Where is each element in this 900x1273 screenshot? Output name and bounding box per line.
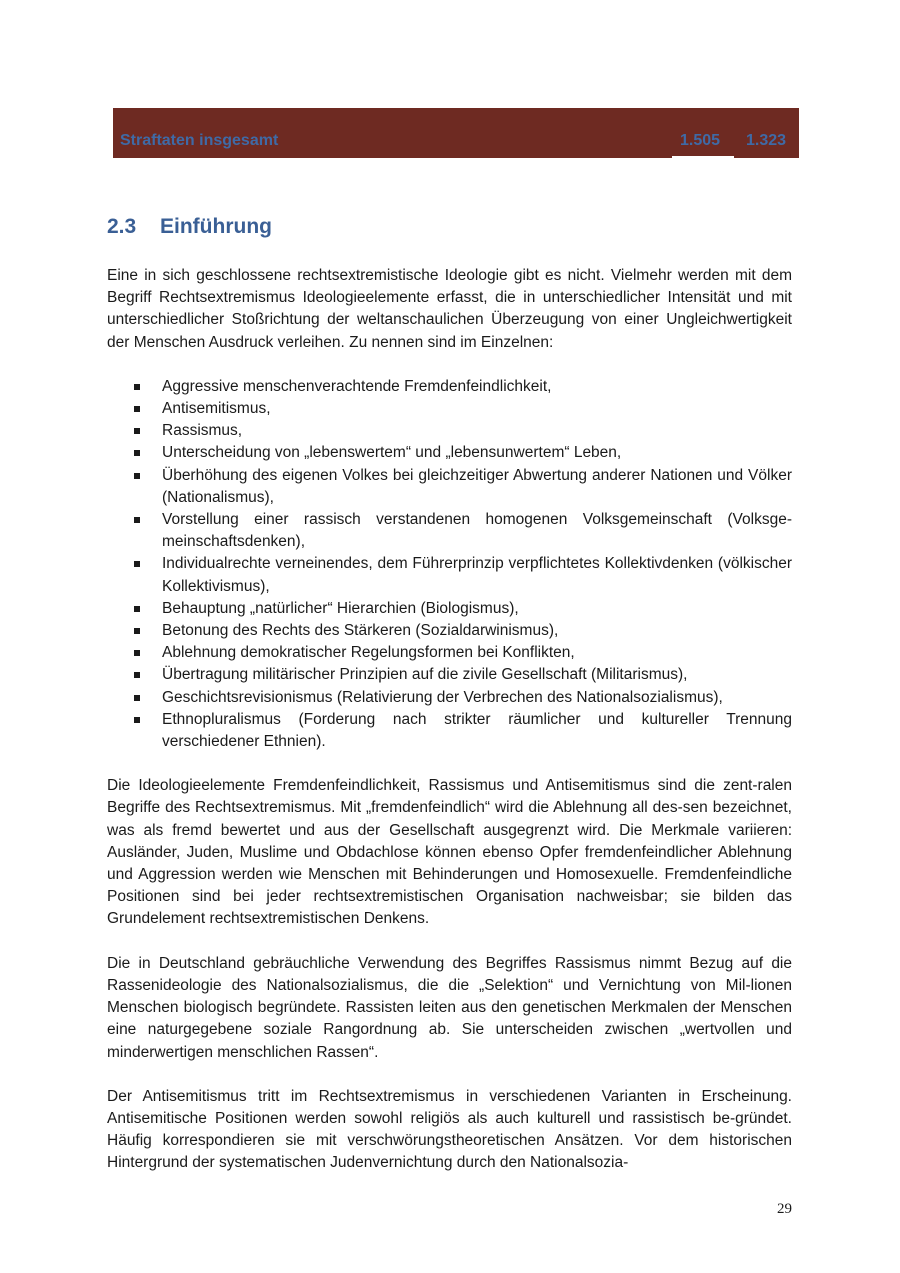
square-bullet-icon xyxy=(134,384,140,390)
list-item: Geschichtsrevisionismus (Relativierung der Verbrechen des Nationalsozialismus), xyxy=(107,687,792,709)
page-number: 29 xyxy=(777,1201,792,1217)
square-bullet-icon xyxy=(134,628,140,634)
list-item: Rassismus, xyxy=(107,420,792,442)
list-item: Übertragung militärischer Prinzipien auf die zivile Gesellschaft (Militarismus), xyxy=(107,664,792,686)
list-item: Aggressive menschenverachtende Fremdenfeindlichkeit, xyxy=(107,376,792,398)
paragraph-rassismus: Die in Deutschland gebräuchliche Verwendung des Begriffes Rassismus nimmt Bezug auf die Rassenideologie des Nationalsozialismus, die die „Selektion“ und Vernichtung von Mil-lionen Menschen biologisch begründete. Rassisten leiten aus den genetischen Merkmalen der Menschen eine naturgegebene soziale Rangordnung ab. Sie unterscheiden zwischen „wertvollen und minderwertigen menschlichen Rassen“. xyxy=(107,954,792,1061)
square-bullet-icon xyxy=(134,606,140,612)
square-bullet-icon xyxy=(134,561,140,567)
body-text xyxy=(107,265,792,1197)
square-bullet-icon xyxy=(134,695,140,701)
section-title: Einführung xyxy=(160,215,272,238)
summary-value-1: 1.505 xyxy=(680,132,721,149)
square-bullet-icon xyxy=(134,450,140,456)
list-item: Antisemitismus, xyxy=(107,398,792,420)
list-item: Unterscheidung von „lebenswertem“ und „lebensunwertem“ Leben, xyxy=(107,442,792,464)
ideology-elements-list xyxy=(107,376,792,753)
paragraph-antisemitismus: Der Antisemitismus tritt im Rechtsextremismus in verschiedenen Varianten in Erscheinung. Antisemitische Positionen werden sowohl religiös als auch kulturell und rassistisch be-gründet. Häufig korrespondieren sie mit verschwörungstheoretischen Ansätzen. Vor dem historischen Hintergrund der systematischen Judenvernichtung durch den Nationalsozia- xyxy=(107,1087,792,1172)
square-bullet-icon xyxy=(134,650,140,656)
table-summary-row xyxy=(113,108,799,158)
square-bullet-icon xyxy=(134,428,140,434)
list-item: Überhöhung des eigenen Volkes bei gleichzeitiger Abwertung anderer Nationen und Völker (Nationalismus), xyxy=(107,465,792,509)
list-item: Behauptung „natürlicher“ Hierarchien (Biologismus), xyxy=(107,598,792,620)
summary-row-label: Straftaten insgesamt xyxy=(120,132,279,149)
list-item: Individualrechte verneinendes, dem Führerprinzip verpflichtetes Kollektivdenken (völkischer Kollektivismus), xyxy=(107,553,792,597)
paragraph-fremdenfeindlichkeit: Die Ideologieelemente Fremdenfeindlichkeit, Rassismus und Antisemitismus sind die zent-ralen Begriffe des Rechtsextremismus. Mit „fremdenfeindlich“ wird die Ablehnung all des-sen bezeichnet, was als fremd bewertet und aus der Gesellschaft ausgegrenzt wird. Die Merkmale variieren: Ausländer, Juden, Muslime und Obdachlose können ebenso Opfer fremdenfeindlicher Ablehnung und Aggression werden wie Menschen mit Behinderungen und Homosexuelle. Fremdenfeindliche Positionen sind bei jeder rechtsextremistischen Organisation nachweisbar; sie bilden das Grundelement rechtsextremistischen Denkens. xyxy=(107,777,792,928)
square-bullet-icon xyxy=(134,672,140,678)
section-number: 2.3 xyxy=(107,215,137,238)
summary-divider xyxy=(672,156,734,158)
list-item: Betonung des Rechts des Stärkeren (Sozialdarwinismus), xyxy=(107,620,792,642)
list-item: Ethnopluralismus (Forderung nach strikter räumlicher und kultureller Trennung verschiedener Ethnien). xyxy=(107,709,792,753)
square-bullet-icon xyxy=(134,406,140,412)
list-item: Vorstellung einer rassisch verstandenen homogenen Volksgemeinschaft (Volksge-meinschaftsdenken), xyxy=(107,509,792,553)
intro-paragraph: Eine in sich geschlossene rechtsextremistische Ideologie gibt es nicht. Vielmehr werden mit dem Begriff Rechtsextremismus Ideologieelemente erfasst, die in unterschiedlicher Intensität und mit unterschiedlicher Stoßrichtung der weltanschaulichen Überzeugung von einer Ungleichwertigkeit der Menschen Ausdruck verleihen. Zu nennen sind im Einzelnen: xyxy=(107,267,792,351)
section-heading xyxy=(107,215,272,239)
square-bullet-icon xyxy=(134,473,140,479)
list-item: Ablehnung demokratischer Regelungsformen bei Konflikten, xyxy=(107,642,792,664)
square-bullet-icon xyxy=(134,517,140,523)
square-bullet-icon xyxy=(134,717,140,723)
summary-value-2: 1.323 xyxy=(746,132,787,149)
